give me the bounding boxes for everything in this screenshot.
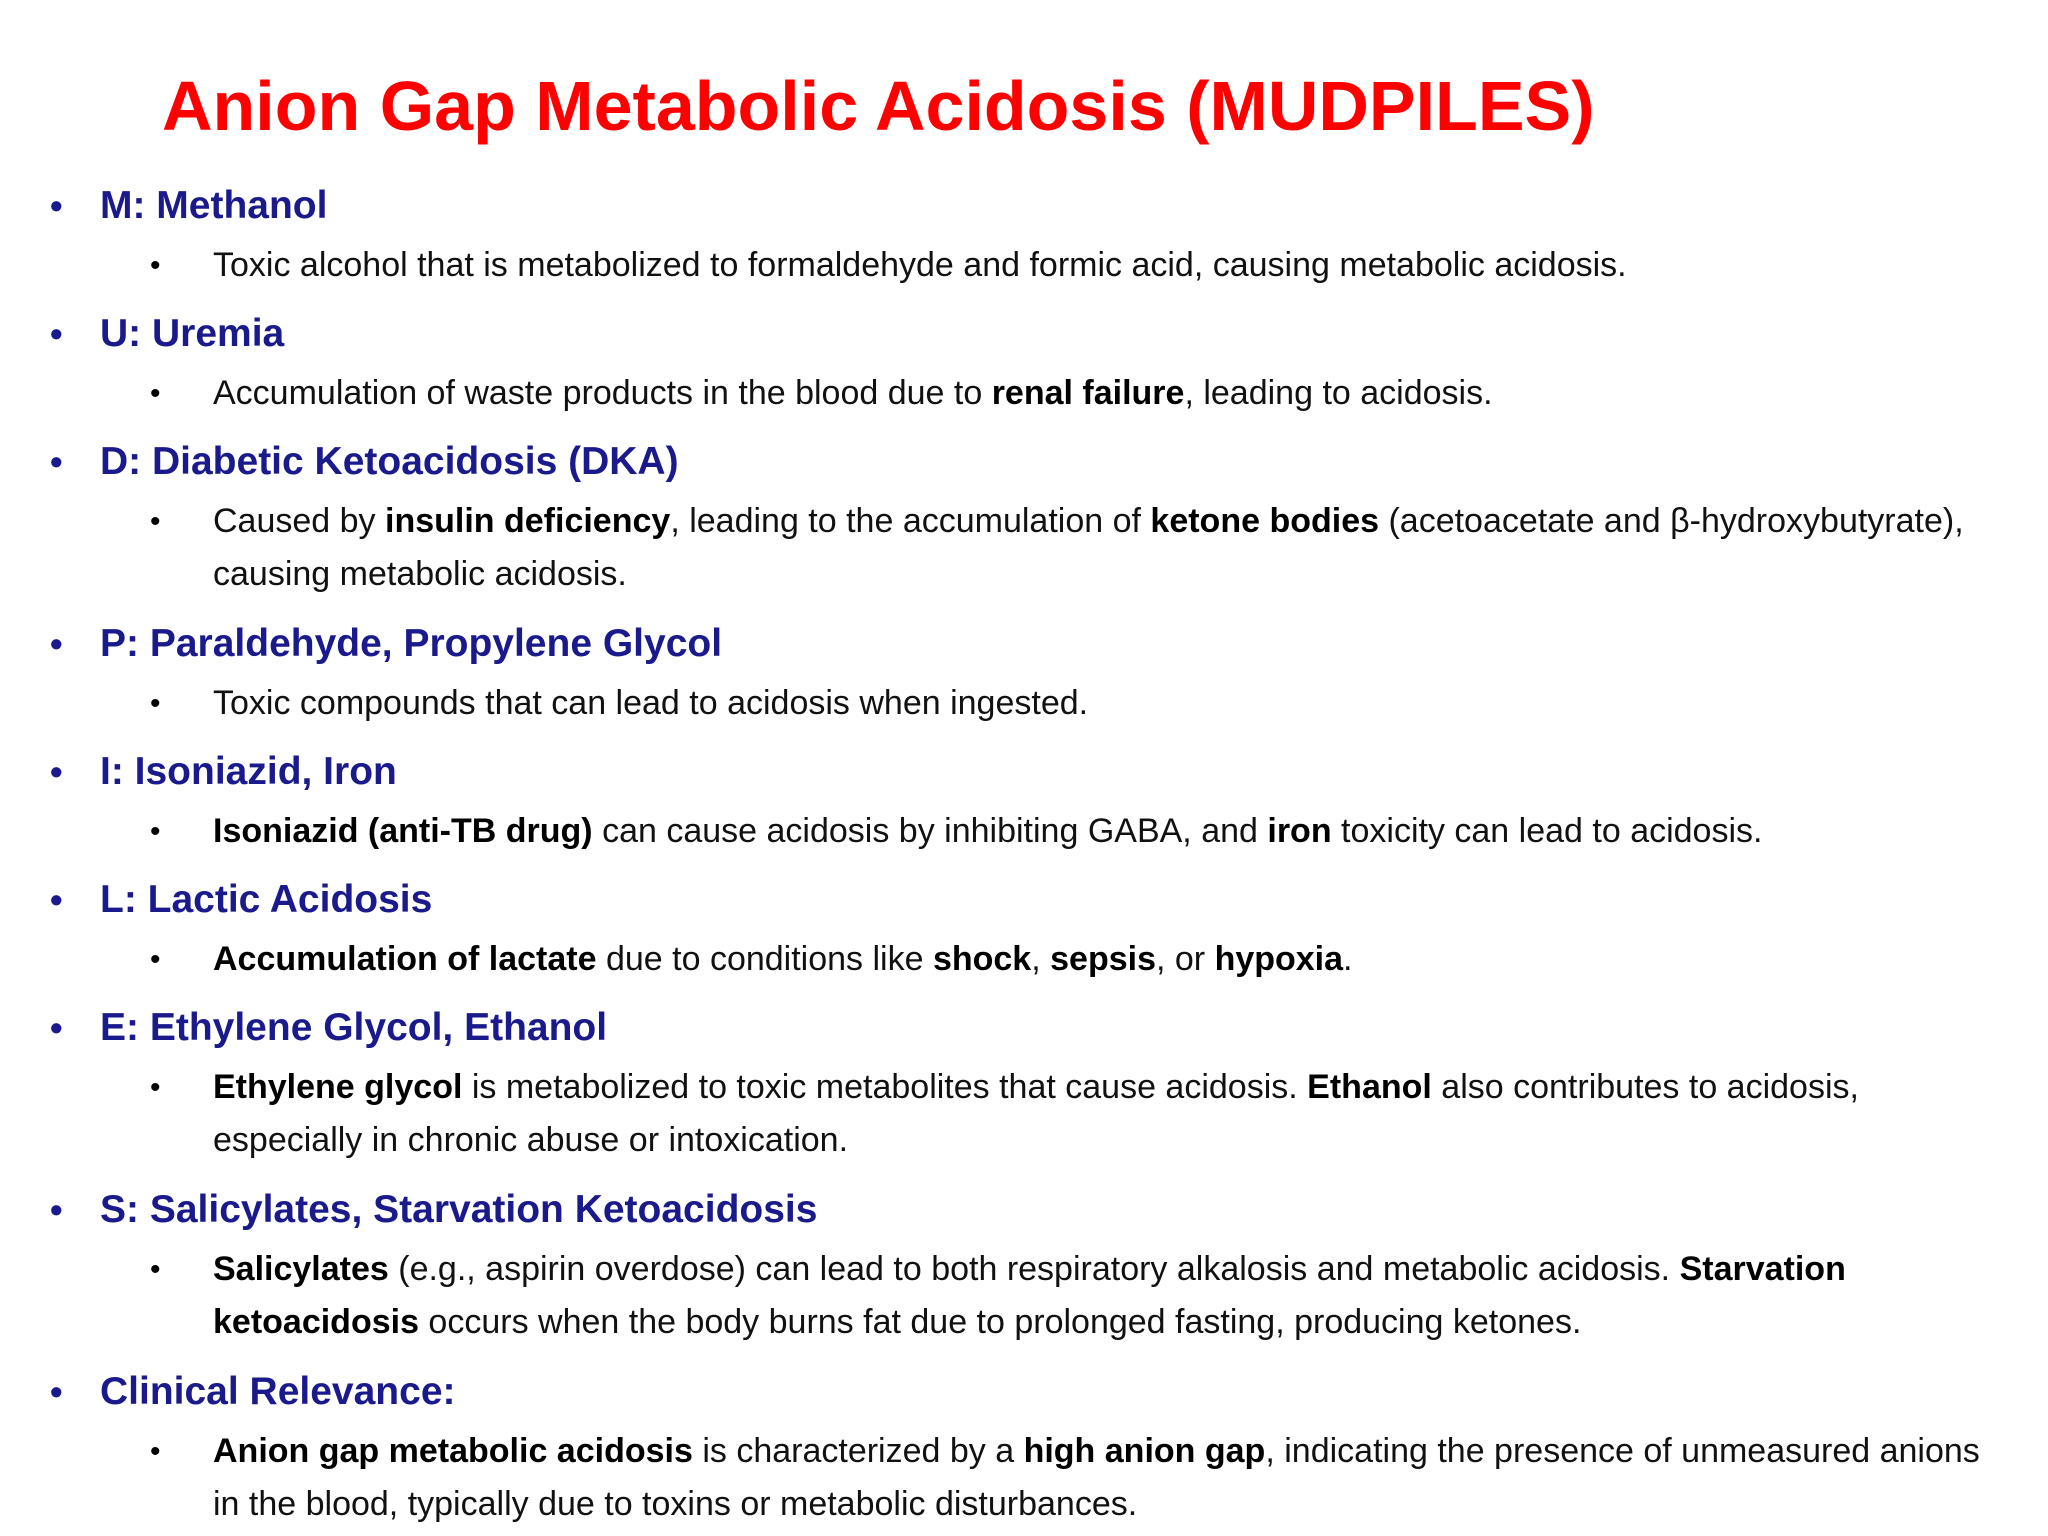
item-description	[213, 367, 2013, 420]
description-text: , indicating the presence of unmeasured anions in the blood, typically due to toxins or metabolic disturbances.	[213, 1432, 1980, 1523]
description-bold-term: iron	[1267, 812, 1332, 850]
item-description	[213, 677, 2013, 730]
description-bold-term: insulin deficiency	[385, 502, 671, 540]
bullet-icon: •	[50, 185, 63, 226]
sub-bullet-icon: •	[150, 1071, 161, 1104]
description-bold-term: ketone bodies	[1150, 502, 1380, 540]
item-description	[213, 495, 2013, 601]
description-bold-term: Anion gap metabolic acidosis	[213, 1432, 693, 1470]
bullet-icon: •	[50, 623, 63, 664]
item-heading: I: Isoniazid, Iron	[100, 750, 397, 793]
item-heading: Clinical Relevance:	[100, 1370, 456, 1413]
description-text: toxicity can lead to acidosis.	[1331, 812, 1763, 850]
description-text: is characterized by a	[692, 1432, 1024, 1470]
description-text: due to conditions like	[596, 940, 933, 978]
item-heading: D: Diabetic Ketoacidosis (DKA)	[100, 440, 679, 483]
description-text: .	[1343, 940, 1353, 978]
description-text: Toxic compounds that can lead to acidosis when ingested.	[213, 684, 1089, 722]
item-heading: L: Lactic Acidosis	[100, 878, 433, 921]
description-bold-term: Isoniazid (anti-TB drug)	[213, 812, 593, 850]
description-bold-term: high anion gap	[1023, 1432, 1266, 1470]
bullet-icon: •	[50, 1371, 63, 1412]
description-bold-term: Ethylene glycol	[213, 1068, 463, 1106]
description-text: , or	[1155, 940, 1215, 978]
sub-bullet-icon: •	[150, 1253, 161, 1286]
description-bold-term: sepsis	[1050, 940, 1156, 978]
sub-bullet-icon: •	[150, 943, 161, 976]
description-text: Caused by	[213, 502, 385, 540]
description-bold-term: renal failure	[991, 374, 1185, 412]
bullet-icon: •	[50, 1007, 63, 1048]
description-text: , leading to acidosis.	[1184, 374, 1493, 412]
description-text: (acetoacetate and β-hydroxybutyrate), causing metabolic acidosis.	[213, 502, 1964, 593]
description-bold-term: shock	[932, 940, 1032, 978]
description-bold-term: Ethanol	[1307, 1068, 1432, 1106]
slide-title: Anion Gap Metabolic Acidosis (MUDPILES)	[162, 67, 1595, 145]
sub-bullet-icon: •	[150, 377, 161, 410]
item-description	[213, 1425, 2013, 1531]
item-description	[213, 933, 2013, 986]
description-text: Toxic alcohol that is metabolized to formaldehyde and formic acid, causing metabolic acidosis.	[213, 246, 1627, 284]
item-description	[213, 1061, 2013, 1167]
bullet-icon: •	[50, 441, 63, 482]
sub-bullet-icon: •	[150, 1435, 161, 1468]
description-text: can cause acidosis by inhibiting GABA, and	[592, 812, 1268, 850]
description-text: Accumulation of waste products in the blood due to	[213, 374, 992, 412]
item-heading: P: Paraldehyde, Propylene Glycol	[100, 622, 723, 665]
item-description	[213, 805, 2013, 858]
item-heading: E: Ethylene Glycol, Ethanol	[100, 1006, 608, 1049]
sub-bullet-icon: •	[150, 815, 161, 848]
item-heading: U: Uremia	[100, 312, 285, 355]
description-text: (e.g., aspirin overdose) can lead to both respiratory alkalosis and metabolic acidosis.	[388, 1250, 1680, 1288]
description-text: occurs when the body burns fat due to prolonged fasting, producing ketones.	[418, 1303, 1582, 1341]
description-text: ,	[1031, 940, 1051, 978]
sub-bullet-icon: •	[150, 249, 161, 282]
description-text: also contributes to acidosis, especially in chronic abuse or intoxication.	[213, 1068, 1859, 1159]
sub-bullet-icon: •	[150, 505, 161, 538]
description-bold-term: Accumulation of lactate	[213, 940, 597, 978]
description-bold-term: hypoxia	[1214, 940, 1344, 978]
bullet-icon: •	[50, 879, 63, 920]
item-heading: S: Salicylates, Starvation Ketoacidosis	[100, 1188, 818, 1231]
item-description	[213, 1243, 2013, 1349]
description-bold-term: Salicylates	[213, 1250, 389, 1288]
description-text: , leading to the accumulation of	[670, 502, 1151, 540]
item-description	[213, 239, 2013, 292]
item-heading: M: Methanol	[100, 184, 328, 227]
bullet-icon: •	[50, 1189, 63, 1230]
description-text: is metabolized to toxic metabolites that cause acidosis.	[462, 1068, 1308, 1106]
bullet-icon: •	[50, 313, 63, 354]
sub-bullet-icon: •	[150, 687, 161, 720]
description-bold-term: Starvation ketoacidosis	[213, 1250, 1846, 1341]
bullet-icon: •	[50, 751, 63, 792]
